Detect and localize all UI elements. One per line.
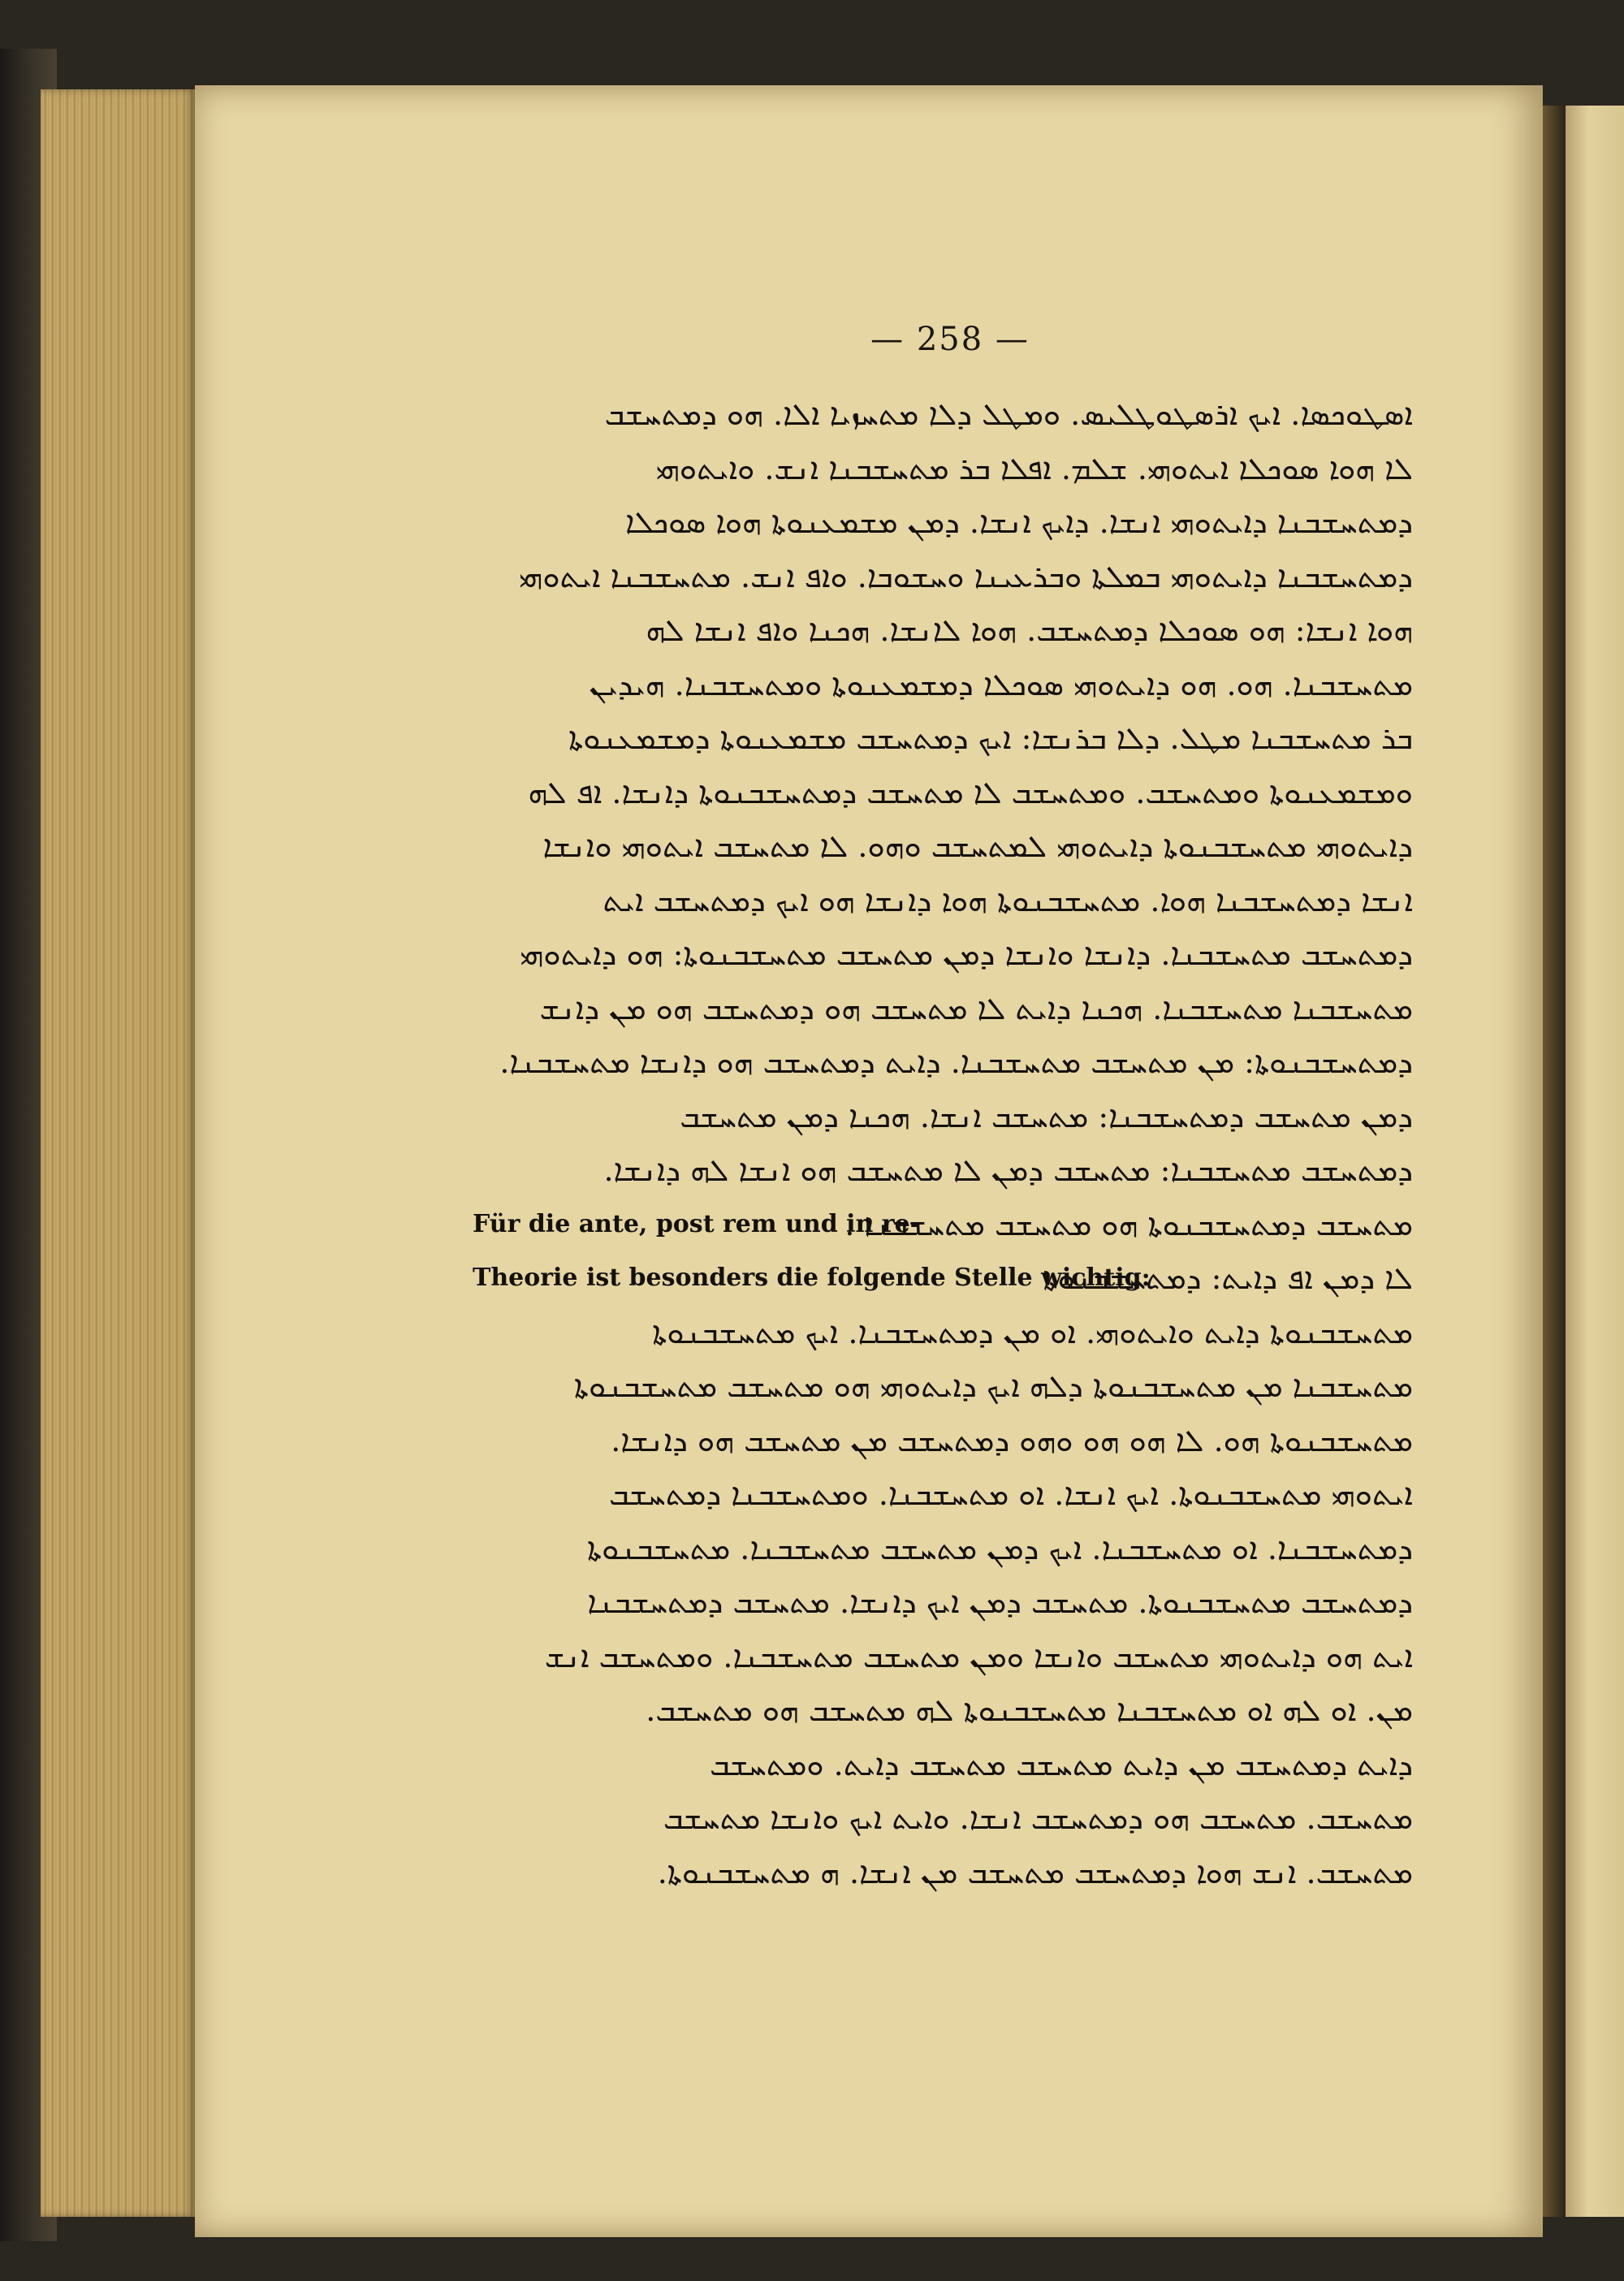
syriac-text-line: ܕܐܝܬܘܗܝ ܡܬܚܫܒܢܘܬܐ ܕܐܝܬܘܗܝ ܠܡܬܚܫܒ ܘܗܘ. ܠܐ ܡܬܚܫܒ ܐܝܬܘܗܝ ܘܐܢܫܐ bbox=[542, 828, 1413, 864]
german-text-line: Für die ante, post rem und in re- bbox=[473, 1210, 921, 1238]
page-number: — 258 — bbox=[870, 321, 1030, 358]
syriac-text-line: ܗܘܐ ܐܢܫܐ: ܗܘ ܣܘܟܠܐ ܕܡܬܚܫܒ. ܗܘܐ ܠܐܢܫܐ. ܗܟܢܐ ܘܐܦ ܐܢܫܐ ܠܗ bbox=[646, 612, 1413, 648]
syriac-text-line: ܒܪ ܡܬܚܫܒܢܐ ܡܛܠ. ܕܠܐ ܒܪܢܫܐ: ܐܝܟ ܕܡܬܚܫܒ ܡܫܡܥܢܘܬܐ ܕܡܫܡܥܢܘܬܐ bbox=[568, 720, 1413, 756]
syriac-text-line: ܐܝܬܘܗܝ ܡܬܚܫܒܢܘܬܐ. ܐܝܟ ܐܢܫܐ. ܐܘ ܡܬܚܫܒܢܐ. ܘܡܬܚܫܒܢܐ ܕܡܬܚܫܒ bbox=[608, 1476, 1413, 1512]
spine-gutter bbox=[1543, 106, 1566, 2217]
syriac-text-line: ܕܡܬܚܫܒ ܡܬܚܫܒܢܐ. ܕܐܢܫܐ ܘܐܢܫܐ ܕܡܢ ܡܬܚܫܒ ܡܬܚܫܒܢܘܬܐ: ܗܘ ܕܐܝܬܘܗܝ bbox=[520, 936, 1413, 972]
syriac-text-line: ܕܡܬܚܫܒ ܡܬܚܫܒܢܐ: ܡܬܚܫܒ ܕܡܢ ܠܐ ܡܬܚܫܒ ܗܘ ܐܢܫܐ ܠܗ ܕܐܢܫܐ. bbox=[603, 1152, 1413, 1188]
syriac-text-line: ܡܬܚܫܒܢܘܬܐ ܗܘ. ܠܐ ܗܘ ܗܘ ܘܗܘ ܕܡܬܚܫܒ ܡܢ ܡܬܚܫܒ ܗܘ ܕܐܢܫܐ. bbox=[611, 1423, 1413, 1458]
syriac-text-line: ܡܬܚܫܒ. ܐܢܫ ܗܘܐ ܕܡܬܚܫܒ ܡܬܚܫܒ ܡܢ ܐܢܫܐ. ܗ ܡܬܚܫܒܢܘܬܐ. bbox=[657, 1855, 1413, 1890]
facing-page-edge bbox=[1566, 106, 1624, 2217]
syriac-text-line: ܡܬܚܫܒܢܐ ܡܢ ܡܬܚܫܒܢܘܬܐ ܕܠܗ ܐܝܟ ܕܐܝܬܘܗܝ ܗܘ ܡܬܚܫܒ ܡܬܚܫܒܢܘܬܐ bbox=[573, 1368, 1413, 1404]
syriac-text-line: ܕܐܝܬ ܕܡܬܚܫܒ ܡܢ ܕܐܝܬ ܡܬܚܫܒ ܡܬܚܫܒ ܕܐܝܬ. ܘܡܬܚܫܒ bbox=[709, 1747, 1413, 1782]
syriac-text-line: ܕܡܬܚܫܒܢܐ. ܐܘ ܡܬܚܫܒܢܐ. ܐܝܟ ܕܡܢ ܡܬܚܫܒ ܡܬܚܫܒܢܐ. ܡܬܚܫܒܢܘܬܐ bbox=[586, 1531, 1413, 1566]
syriac-text-line: ܠܐ ܗܘܐ ܣܘܟܠܐ ܐܝܬܘܗܝ. ܫܠܡ. ܐܦܠܐ ܒܪ ܡܬܚܫܒܢܐ ܐܢܫ. ܘܐܝܬܘܗܝ bbox=[655, 451, 1413, 486]
syriac-text-line: ܕܡܬܚܫܒܢܐ ܕܐܝܬܘܗܝ ܐܢܫܐ. ܕܐܝܟ ܐܢܫܐ. ܕܡܢ ܡܫܡܥܢܘܬܐ ܗܘܐ ܣܘܟܠܐ bbox=[625, 504, 1413, 540]
german-text-line: Theorie ist besonders die folgende Stelle wichtig: bbox=[473, 1264, 1151, 1292]
syriac-text-line: ܡܬܚܫܒ ܕܡܬܚܫܒܢܘܬܐ ܗܘ ܡܬܚܫܒ ܡܬܚܫܒܢܐ . bbox=[844, 1207, 1413, 1242]
syriac-text-line: ܕܡܬܚܫܒ ܡܬܚܫܒܢܘܬܐ. ܡܬܚܫܒ ܕܡܢ ܐܝܟ ܕܐܢܫܐ. ܡܬܚܫܒ ܕܡܬܚܫܒܢܐ bbox=[587, 1584, 1413, 1620]
syriac-text-line: ܐܢܫܐ ܕܡܬܚܫܒܢܐ ܗܘܐ. ܡܬܚܫܒܢܘܬܐ ܗܘܐ ܕܐܢܫܐ ܗܘ ܐܝܟ ܕܡܬܚܫܒ ܐܝܬ bbox=[603, 883, 1413, 918]
syriac-text-line: ܕܡܬܚܫܒܢܘܬܐ: ܡܢ ܡܬܚܫܒ ܡܬܚܫܒܢܐ. ܕܐܝܬ ܕܡܬܚܫܒ ܗܘ ܕܐܢܫܐ ܡܬܚܫܒܢܐ. bbox=[499, 1044, 1413, 1080]
syriac-text-line: ܕܡܬܚܫܒܢܐ ܕܐܝܬܘܗܝ ܒܡܠܬܐ ܘܒܪܥܝܢܐ ܘܚܫܘܒܐ. ܘܐܦ ܐܢܫ. ܡܬܚܫܒܢܐ ܐܝܬܘܗܝ bbox=[519, 559, 1413, 594]
syriac-text-line: ܐܣܛܘܟܣܐ. ܐܝܟ ܐܪܣܛܘܛܠܝܣ. ܘܡܛܠ ܕܠܐ ܡܬܚܙܝܐ ܐܠܐ. ܗܘ ܕܡܬܚܫܒ bbox=[604, 396, 1413, 432]
syriac-text-line: ܡܬܚܫܒ. ܡܬܚܫܒ ܗܘ ܕܡܬܚܫܒ ܐܢܫܐ. ܘܐܝܬ ܐܝܟ ܘܐܢܫܐ ܡܬܚܫܒ bbox=[663, 1800, 1413, 1836]
syriac-text-line: ܡܬܚܫܒܢܐ. ܗܘ. ܗܘ ܕܐܝܬܘܗܝ ܣܘܟܠܐ ܕܡܫܡܥܢܘܬܐ ܘܡܬܚܫܒܢܐ. ܗܝܕܝܢ bbox=[589, 667, 1413, 702]
syriac-text-line: ܠܐ ܕܡܢ ܐܦ ܕܐܝܬ: ܕܡܬܚܫܒܢܘܬܐ bbox=[1043, 1260, 1413, 1296]
syriac-text-line: ܘܡܫܡܥܢܘܬܐ ܘܡܬܚܫܒ. ܘܡܬܚܫܒ ܠܐ ܡܬܚܫܒ ܕܡܬܚܫܒܢܘܬܐ ܕܐܢܫܐ. ܐܦ ܠܗ bbox=[528, 775, 1413, 810]
syriac-text-line: ܡܬܚܫܒܢܐ ܡܬܚܫܒܢܐ. ܗܟܢܐ ܕܐܝܬ ܠܐ ܡܬܚܫܒ ܗܘ ܕܡܬܚܫܒ ܗܘ ܡܢ ܕܐܢܫ bbox=[539, 991, 1413, 1026]
syriac-text-line: ܡܬܚܫܒܢܘܬܐ ܕܐܝܬ ܘܐܝܬܘܗܝ. ܐܘ ܡܢ ܕܡܬܚܫܒܢܐ. ܐܝܟ ܡܬܚܫܒܢܘܬܐ bbox=[652, 1315, 1413, 1350]
syriac-text-line: ܐܝܬ ܗܘ ܕܐܝܬܘܗܝ ܡܬܚܫܒ ܘܐܢܫܐ ܘܡܢ ܡܬܚܫܒ ܡܬܚܫܒܢܐ. ܘܡܬܚܫܒ ܐܢܫ bbox=[544, 1639, 1413, 1674]
syriac-text-line: ܡܢ. ܐܘ ܠܗ ܐܘ ܡܬܚܫܒܢܐ ܡܬܚܫܒܢܘܬܐ ܠܗ ܡܬܚܫܒ ܗܘ ܡܬܚܫܒ. bbox=[646, 1692, 1413, 1728]
syriac-text-line: ܕܡܢ ܡܬܚܫܒ ܕܡܬܚܫܒܢܐ: ܡܬܚܫܒ ܐܢܫܐ. ܗܟܢܐ ܕܡܢ ܡܬܚܫܒ bbox=[680, 1099, 1413, 1134]
page-edges bbox=[41, 89, 195, 2217]
